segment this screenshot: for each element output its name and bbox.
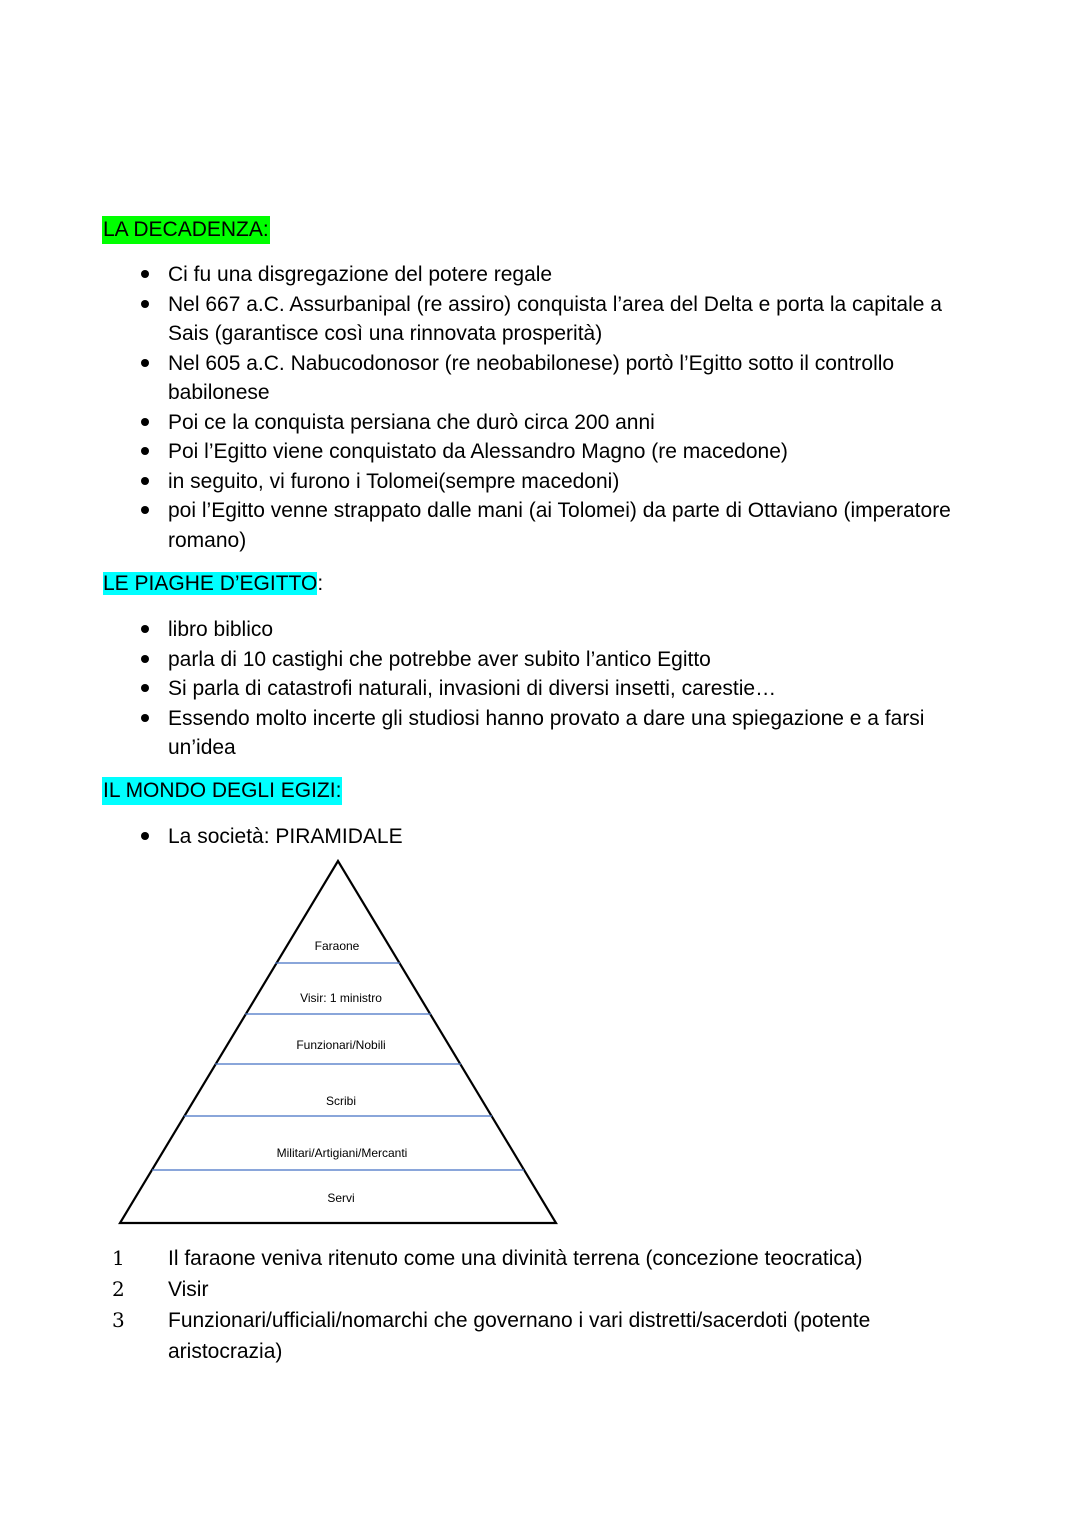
list-item: La società: PIRAMIDALE (0, 822, 958, 852)
pyramid-level-label: Funzionari/Nobili (296, 1038, 386, 1052)
item-number: 3 (112, 1308, 125, 1332)
list-item: libro biblico (0, 615, 958, 645)
pyramid-level-label: Scribi (325, 1094, 357, 1108)
pyramid-level-label: Militari/Artigiani/Mercanti (276, 1146, 408, 1160)
heading-mondo-text: IL MONDO DEGLI EGIZI: (103, 779, 342, 802)
list-item: Si parla di catastrofi naturali, invasioni di diversi insetti, carestie… (0, 674, 958, 704)
list-item: Ci fu una disgregazione del potere regale (0, 260, 958, 290)
list-item: Nel 667 a.C. Assurbanipal (re assiro) conquista l’area del Delta e porta la capitale a Sais (garantisce così una rinnovata prosperità) (0, 290, 958, 349)
list-item: Nel 605 a.C. Nabucodonosor (re neobabilonese) portò l’Egitto sotto il controllo babilonese (0, 349, 958, 408)
list-item: Essendo molto incerte gli studiosi hanno provato a dare una spiegazione e a farsi un’idea (0, 704, 958, 763)
item-number: 1 (112, 1246, 125, 1270)
pyramid-level-label: Visir: 1 ministro (300, 991, 382, 1005)
list-item: in seguito, vi furono i Tolomei(sempre macedoni) (0, 467, 958, 497)
item-number: 2 (112, 1277, 125, 1301)
pyramid-level-label: Faraone (314, 939, 360, 953)
item-text: Il faraone veniva ritenuto come una divinità terrena (concezione teocratica) (168, 1247, 863, 1270)
list-item: parla di 10 castighi che potrebbe aver subito l’antico Egitto (0, 645, 958, 675)
list-item: Poi ce la conquista persiana che durò circa 200 anni (0, 408, 958, 438)
heading-decadenza-text: LA DECADENZA: (103, 218, 269, 241)
list-item: Poi l’Egitto viene conquistato da Alessandro Magno (re macedone) (0, 437, 958, 467)
item-text: Visir (168, 1278, 209, 1301)
item-text: Funzionari/ufficiali/nomarchi che governano i vari distretti/sacerdoti (potente aristocrazia) (168, 1309, 871, 1363)
heading-piaghe-text: LE PIAGHE D’EGITTO (103, 572, 318, 595)
heading-piaghe-colon: : (317, 572, 324, 595)
list-item: poi l’Egitto venne strappato dalle mani (ai Tolomei) da parte di Ottaviano (imperatore romano) (0, 496, 958, 555)
pyramid-level-label: Servi (327, 1191, 355, 1205)
